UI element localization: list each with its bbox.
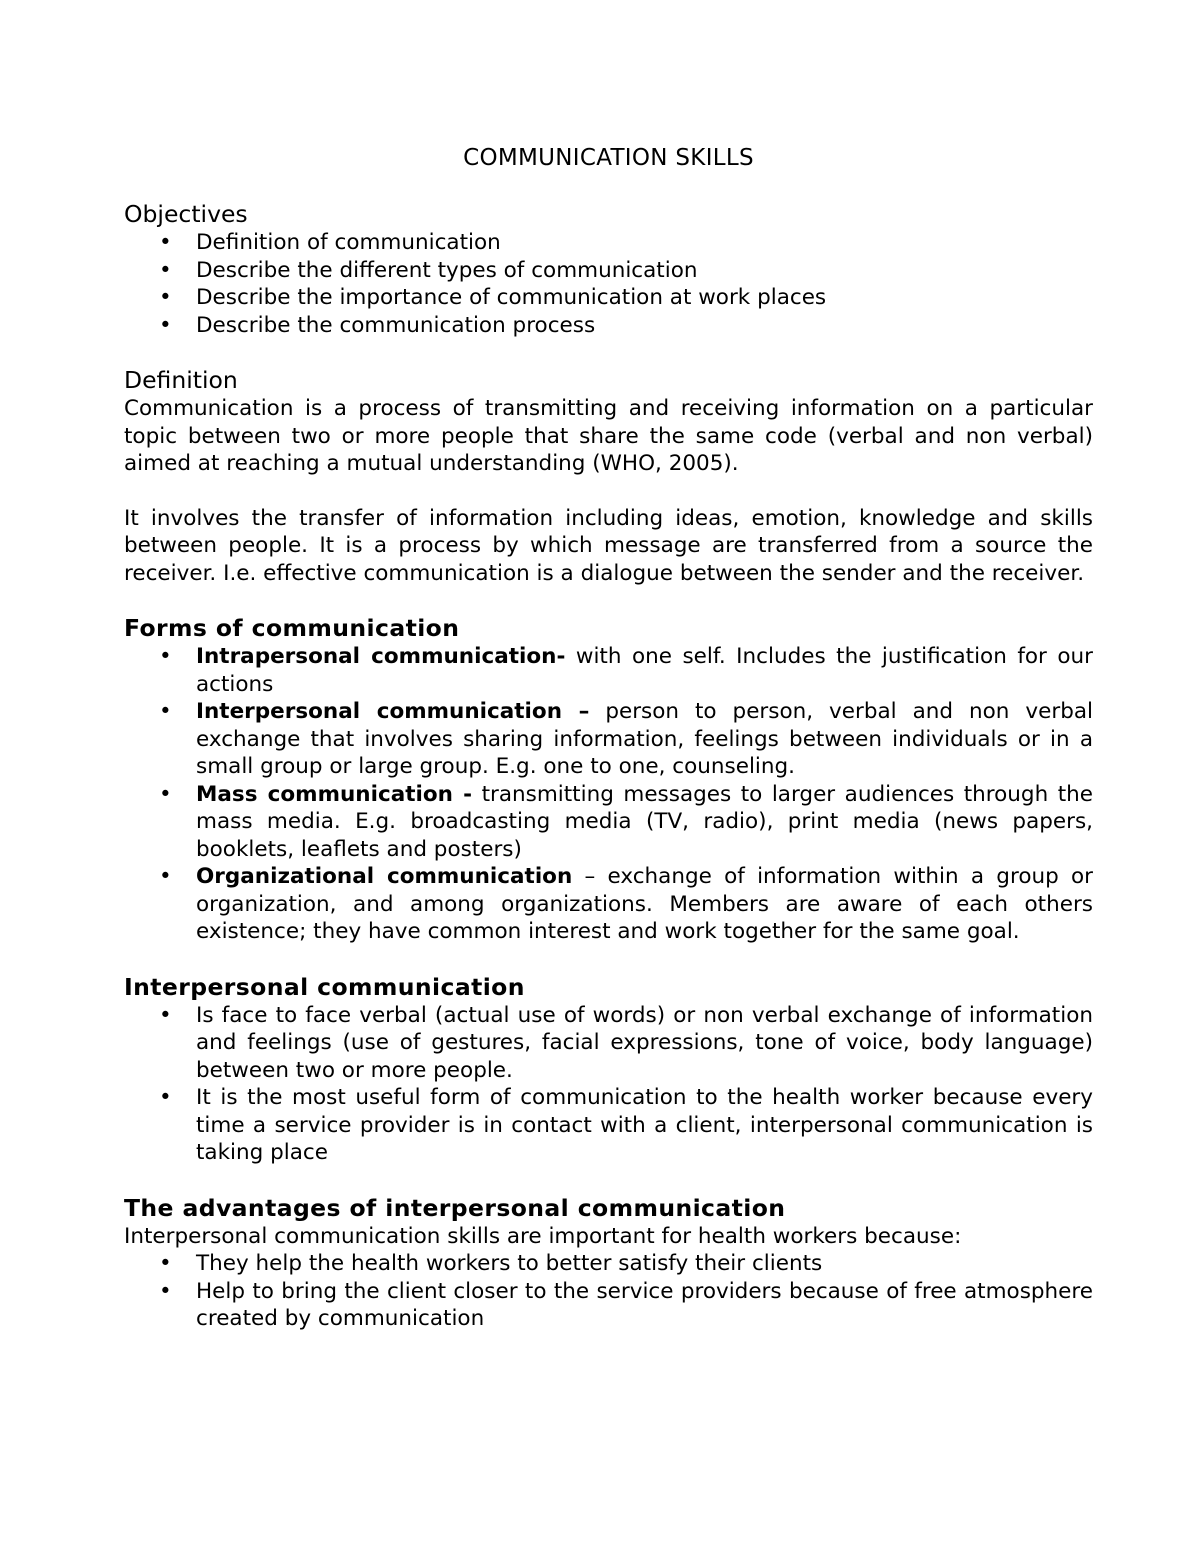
document-page — [124, 143, 1093, 1333]
list-item: • Is face to face verbal (actual use of words) or non verbal exchange of information and feelings (use of gestures, facial expressions, tone of voice, body language) between two or more people. — [159, 1002, 1093, 1083]
bullet-icon: • — [159, 312, 172, 338]
document-title: COMMUNICATION SKILLS — [463, 145, 754, 171]
objectives-list — [124, 229, 1093, 339]
list-item: • Describe the different types of communication — [159, 257, 698, 283]
forms-heading: Forms of communication — [124, 614, 460, 642]
advantages-intro: Interpersonal communication skills are important for health workers because: — [124, 1223, 962, 1249]
term: Mass communication - — [196, 781, 473, 807]
forms-list — [124, 643, 1093, 946]
term-description: transmitting messages to larger audiences through the mass media. E.g. broadcasting media (TV, radio), print media (news papers, booklets, leaflets and posters) — [196, 781, 1093, 862]
list-item — [124, 863, 1093, 946]
bullet-icon: • — [159, 644, 172, 669]
interpersonal-list — [124, 1002, 1093, 1167]
bullet-icon: • — [159, 864, 172, 889]
list-item — [124, 698, 1093, 781]
objectives-heading: Objectives — [124, 200, 248, 228]
bullet-icon: • — [159, 230, 172, 255]
bullet-icon: • — [159, 1278, 172, 1304]
term: Intrapersonal communication- — [196, 644, 566, 669]
list-item: • Describe the importance of communication at work places — [159, 285, 827, 310]
term-description: person to person, verbal and non verbal exchange that involves sharing information, feelings between individuals or in a small group or large group. E.g. one to one, counseling. — [196, 699, 1093, 779]
definition-paragraph: Communication is a process of transmitting and receiving information on a particular topic between two or more people that share the same code (verbal and non verbal) aimed at reaching a mutual understanding (WHO, 2005). — [124, 396, 1093, 476]
term: Organizational communication — [196, 864, 573, 889]
advantages-heading: The advantages of interpersonal communication — [124, 1193, 786, 1222]
list-item — [124, 781, 1093, 864]
bullet-icon: • — [159, 1085, 172, 1110]
list-item: • Definition of communication — [159, 230, 501, 255]
bullet-icon: • — [159, 1251, 172, 1276]
list-item: • Help to bring the client closer to the service providers because of free atmosphere created by communication — [159, 1278, 1093, 1331]
term: Interpersonal communication – — [196, 699, 590, 724]
bullet-icon: • — [159, 781, 172, 807]
list-item: • Describe the communication process — [159, 312, 596, 338]
term-description: with one self. Includes the justification for our actions — [196, 644, 1093, 697]
term-description: – exchange of information within a group or organization, and among organizations. Members are aware of each others existence; they have common interest and work together for the same goal. — [196, 864, 1093, 944]
definition-heading: Definition — [124, 366, 238, 394]
bullet-icon: • — [159, 1002, 172, 1028]
interpersonal-heading: Interpersonal communication — [124, 972, 525, 1001]
bullet-icon: • — [159, 285, 172, 310]
list-item: • They help the health workers to better satisfy their clients — [159, 1251, 823, 1276]
bullet-icon: • — [159, 699, 172, 724]
definition-paragraph-2: It involves the transfer of information including ideas, emotion, knowledge and skills between people. It is a process by which message are transferred from a source the receiver. I.e. effective communication is a dialogue between the sender and the receiver. — [124, 505, 1093, 586]
list-item — [124, 643, 1093, 698]
list-item: • It is the most useful form of communication to the health worker because every time a service provider is in contact with a client, interpersonal communication is taking place — [159, 1085, 1093, 1165]
advantages-list — [124, 1250, 1093, 1333]
bullet-icon: • — [159, 257, 172, 283]
